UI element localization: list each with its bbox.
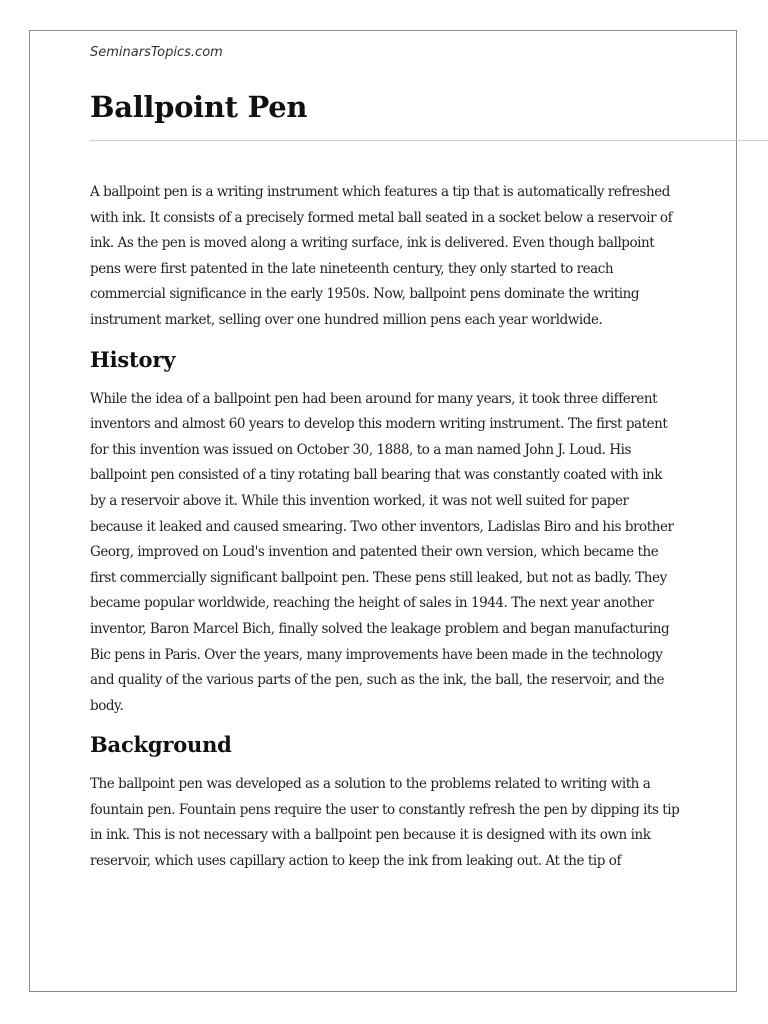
article-body (90, 180, 680, 875)
title-divider (90, 140, 768, 141)
history-paragraph: While the idea of a ballpoint pen had been around for many years, it took three different inventors and almost 60 years to develop this modern writing instrument. The first patent for this invention was issued on October 30, 1888, to a man named John J. Loud. His ballpoint pen consisted of a tiny rotating ball bearing that was constantly coated with ink by a reservoir above it. While this invention worked, it was not well suited for paper because it leaked and caused smearing. Two other inventors, Ladislas Biro and his brother Georg, improved on Loud's invention and patented their own version, which became the first commercially significant ballpoint pen. These pens still leaked, but not as badly. They became popular worldwide, reaching the height of sales in 1944. The next year another inventor, Baron Marcel Bich, finally solved the leakage problem and began manufacturing Bic pens in Paris. Over the years, many improvements have been made in the technology and quality of the various parts of the pen, such as the ink, the ball, the reservoir, and the body. (90, 390, 674, 714)
section-heading-background: Background (90, 732, 232, 758)
site-name: SeminarsTopics.com (90, 45, 223, 60)
page-title: Ballpoint Pen (90, 90, 308, 124)
intro-paragraph: A ballpoint pen is a writing instrument which features a tip that is automatically refreshed with ink. It consists of a precisely formed metal ball seated in a socket below a reservoir of ink. As the pen is moved along a writing surface, ink is delivered. Even though ballpoint pens were first patented in the late nineteenth century, they only started to reach commercial significance in the early 1950s. Now, ballpoint pens dominate the writing instrument market, selling over one hundred million pens each year worldwide. (90, 184, 673, 328)
section-heading-history: History (90, 346, 176, 372)
background-paragraph: The ballpoint pen was developed as a solution to the problems related to writing with a fountain pen. Fountain pens require the user to constantly refresh the pen by dipping its tip in ink. This is not necessary with a ballpoint pen because it is designed with its own ink reservoir, which uses capillary action to keep the ink from leaking out. At the tip of (90, 776, 680, 870)
